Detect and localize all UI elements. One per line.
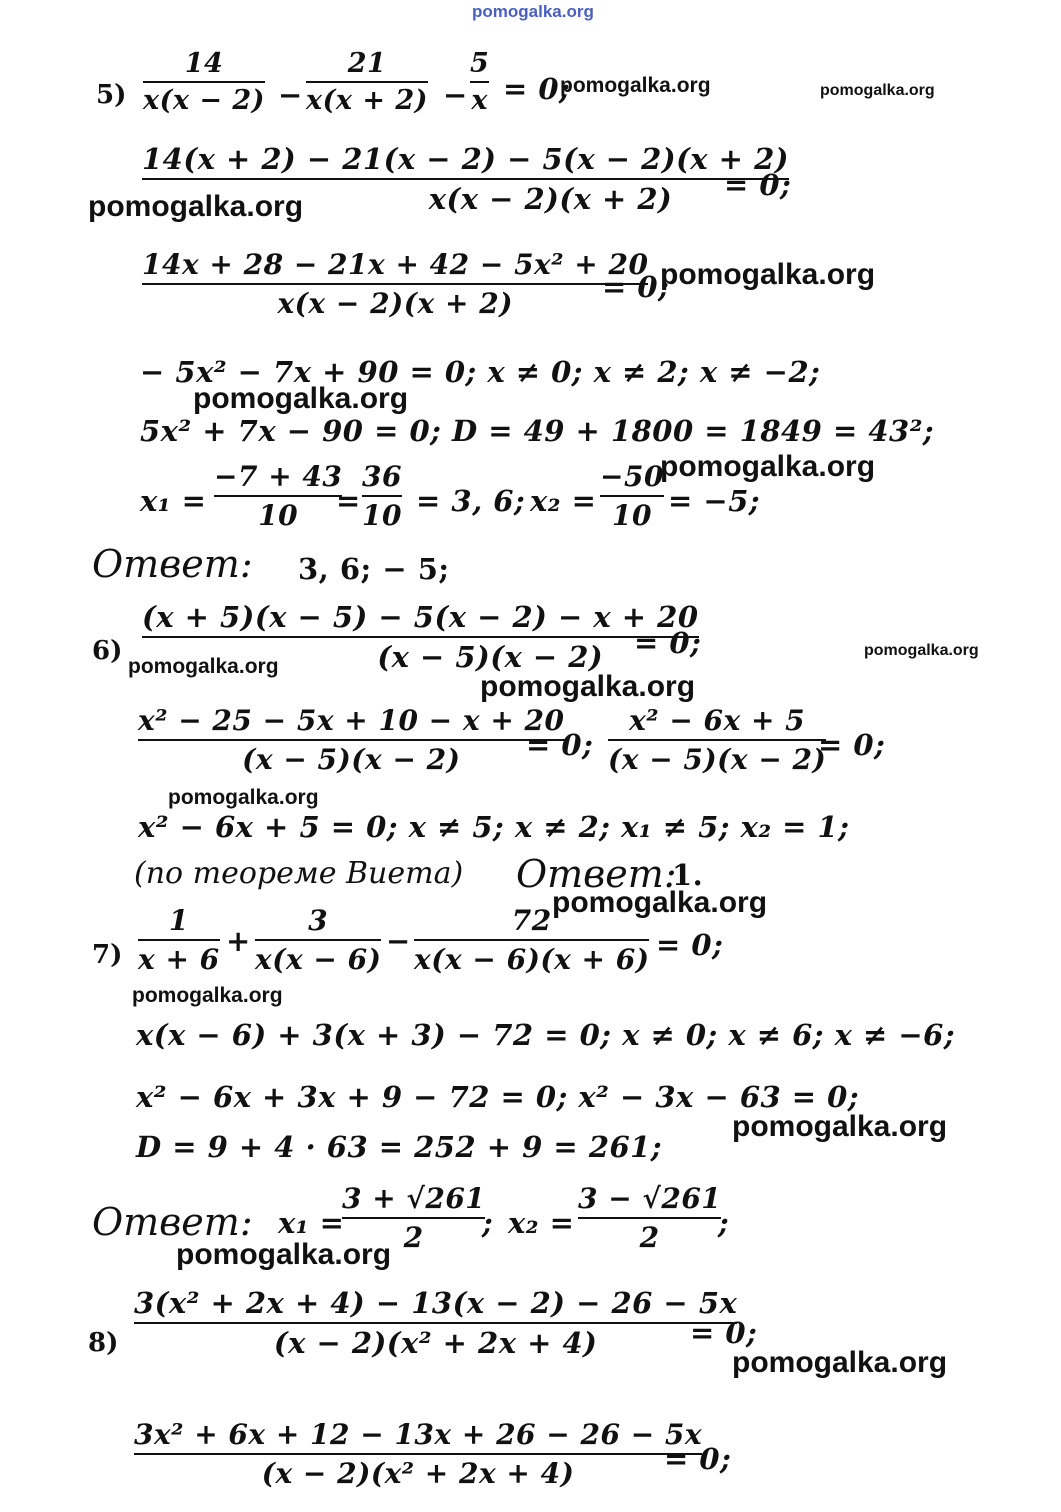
p7-fraction-3 (414, 904, 649, 976)
p6-answer: 1. (672, 858, 704, 892)
numerator: 3 (308, 904, 329, 937)
denominator: (x − 5)(x − 2) (242, 743, 461, 776)
watermark: pomogalka.org (660, 450, 876, 483)
numerator: 72 (511, 904, 552, 937)
watermark: pomogalka.org (88, 190, 304, 223)
p5-x2-fraction (600, 460, 664, 532)
problem-8-label: 8) (88, 1328, 119, 1358)
numerator: 14 (184, 48, 224, 79)
numerator: −50 (600, 460, 664, 493)
p5-line-3-fraction (142, 248, 648, 320)
p7-fraction-2 (255, 904, 381, 976)
p7-fraction-1 (138, 904, 220, 976)
separator: ; (482, 1206, 494, 1240)
p6-line-2-fraction-b (608, 704, 826, 776)
p6-line-3: x² − 6x + 5 = 0; x ≠ 5; x ≠ 2; x₁ ≠ 5; x₂ = 1; (138, 810, 850, 844)
watermark: pomogalka.org (193, 382, 409, 415)
equals-zero: = 0; (724, 168, 792, 202)
minus-sign: − (386, 924, 411, 958)
p5-x1-lhs: x₁ = (140, 484, 207, 518)
denominator: x(x − 6)(x + 6) (414, 943, 650, 976)
numerator: 14x + 28 − 21x + 42 − 5x² + 20 (142, 248, 649, 281)
denominator: (x − 2)(x² + 2x + 4) (273, 1326, 598, 1360)
p6-answer-handwritten: Ответ: (516, 852, 677, 896)
denominator: 10 (258, 499, 299, 532)
equals-zero: = 0; (690, 1316, 758, 1350)
denominator: x (471, 85, 488, 116)
watermark: pomogalka.org (480, 670, 696, 703)
numerator: (x + 5)(x − 5) − 5(x − 2) − x + 20 (142, 600, 699, 634)
plus-sign: + (226, 924, 251, 958)
minus-sign: − (443, 78, 468, 112)
watermark: pomogalka.org (132, 984, 283, 1007)
denominator: 10 (362, 499, 402, 532)
p7-line-3: x² − 6x + 3x + 9 − 72 = 0; x² − 3x − 63 = 0; (136, 1080, 860, 1114)
p7-line-4: D = 9 + 4 · 63 = 252 + 9 = 261; (136, 1130, 663, 1164)
p8-line-2-fraction (134, 1418, 702, 1490)
separator: ; (718, 1206, 730, 1240)
equals-zero: = 0; (526, 728, 594, 762)
numerator: 1 (168, 904, 189, 937)
denominator: 10 (611, 499, 652, 532)
watermark: pomogalka.org (176, 1238, 392, 1271)
numerator: −7 + 43 (214, 460, 343, 493)
numerator: x² − 6x + 5 (629, 704, 806, 737)
p7-answer-handwritten: Ответ: (92, 1200, 253, 1244)
denominator: x + 6 (138, 943, 220, 976)
equals-zero: = 0; (818, 728, 886, 762)
watermark: pomogalka.org (168, 786, 319, 809)
equals-zero: = 0; (656, 928, 724, 962)
p7-line-2: x(x − 6) + 3(x + 3) − 72 = 0; x ≠ 0; x ≠ 6; x ≠ −6; (136, 1018, 956, 1052)
p5-x1-fraction (214, 460, 342, 532)
watermark: pomogalka.org (660, 258, 876, 291)
denominator: x(x − 2)(x + 2) (277, 287, 513, 320)
minus-sign: − (278, 78, 303, 112)
p7-x2-lhs: x₂ = (508, 1206, 575, 1240)
problem-5-label: 5) (96, 80, 127, 110)
p5-answer-handwritten: Ответ: (92, 542, 253, 586)
problem-7-label: 7) (92, 940, 123, 970)
p5-line-5: 5x² + 7x − 90 = 0; D = 49 + 1800 = 1849 = 43²; (140, 414, 935, 448)
watermark: pomogalka.org (128, 655, 279, 678)
equals-zero: = 0; (503, 72, 571, 106)
p5-line-4: − 5x² − 7x + 90 = 0; x ≠ 0; x ≠ 2; x ≠ −2; (140, 355, 821, 389)
denominator: 2 (639, 1221, 660, 1254)
numerator: 3x² + 6x + 12 − 13x + 26 − 26 − 5x (134, 1418, 703, 1451)
denominator: x(x − 6) (255, 943, 382, 976)
p5-x1-fraction-2 (362, 460, 402, 532)
denominator: (x − 2)(x² + 2x + 4) (261, 1457, 575, 1490)
equals-zero: = 0; (664, 1442, 732, 1476)
p7-x2-fraction (578, 1182, 721, 1254)
watermark: pomogalka.org (732, 1110, 948, 1143)
numerator: 21 (347, 48, 387, 79)
p8-fraction (134, 1286, 737, 1360)
watermark: pomogalka.org (820, 82, 935, 99)
equals-zero: = 0; (634, 626, 702, 660)
p6-vieta-handwritten: (по теореме Виета) (134, 856, 464, 891)
denominator: x(x + 2) (306, 85, 428, 116)
p5-x2-lhs: x₂ = (530, 484, 597, 518)
numerator: 3 − √261 (578, 1182, 722, 1215)
watermark: pomogalka.org (864, 642, 979, 659)
p5-fraction-3 (470, 48, 489, 116)
watermark: pomogalka.org (732, 1346, 948, 1379)
p5-x1-result: = 3, 6; (416, 484, 526, 518)
denominator: 2 (403, 1221, 424, 1254)
problem-6-label: 6) (92, 636, 123, 666)
denominator: (x − 5)(x − 2) (377, 640, 604, 674)
p5-x2-result: = −5; (668, 484, 761, 518)
denominator: x(x − 2)(x + 2) (428, 182, 673, 216)
top-watermark: pomogalka.org (472, 2, 594, 21)
equals-sign: = (336, 484, 361, 518)
p5-fraction-2 (306, 48, 428, 116)
numerator: 14(x + 2) − 21(x − 2) − 5(x − 2)(x + 2) (142, 142, 789, 176)
numerator: 36 (362, 460, 402, 493)
denominator: (x − 5)(x − 2) (608, 743, 827, 776)
watermark: pomogalka.org (560, 74, 711, 97)
equals-zero: = 0; (602, 270, 670, 304)
numerator: 5 (470, 48, 490, 79)
p5-answer: 3, 6; − 5; (298, 552, 450, 586)
p5-fraction-1 (143, 48, 265, 116)
p7-x1-lhs: x₁ = (278, 1206, 345, 1240)
numerator: 3(x² + 2x + 4) − 13(x − 2) − 26 − 5x (134, 1286, 738, 1320)
numerator: x² − 25 − 5x + 10 − x + 20 (138, 704, 565, 737)
numerator: 3 + √261 (342, 1182, 486, 1215)
denominator: x(x − 2) (143, 85, 265, 116)
p6-line-2-fraction-a (138, 704, 565, 776)
watermark: pomogalka.org (552, 886, 768, 919)
